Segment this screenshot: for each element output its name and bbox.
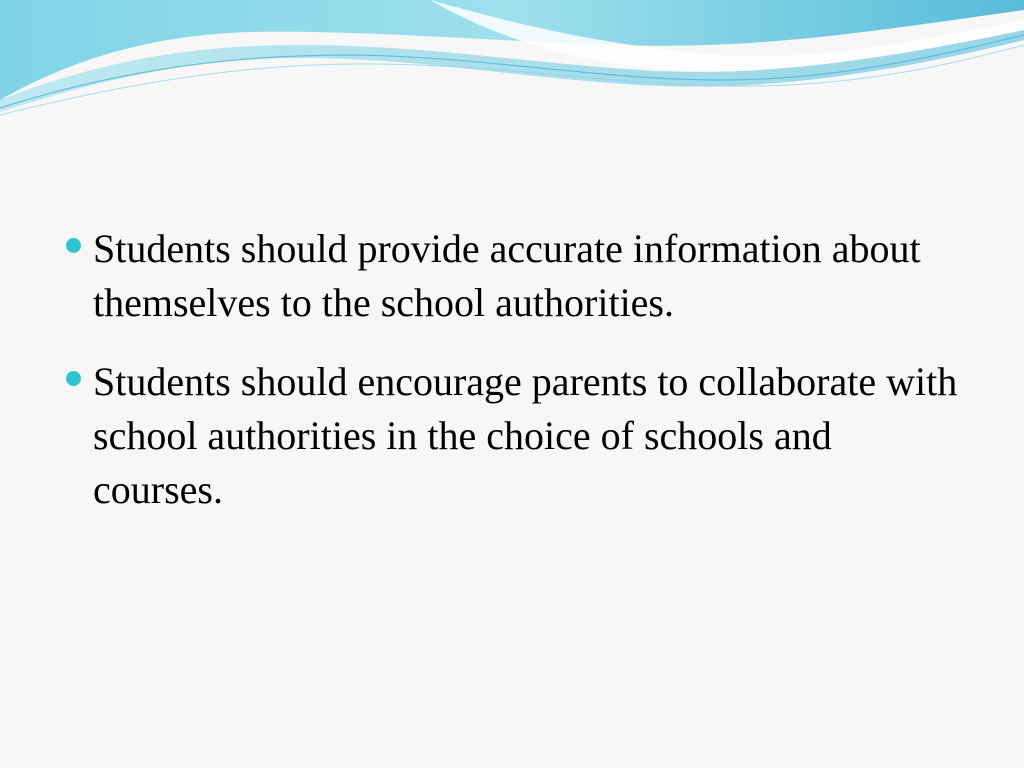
decorative-wave-header bbox=[0, 0, 1024, 130]
bullet-text: Students should encourage parents to collaborate with school authorities in the choice of schools and courses. bbox=[93, 359, 958, 512]
bullet-list bbox=[60, 222, 960, 542]
bullet-item bbox=[60, 355, 960, 517]
bullet-item bbox=[60, 222, 960, 330]
bullet-text: Students should provide accurate information about themselves to the school authorities. bbox=[93, 226, 921, 325]
bullet-dot-icon bbox=[66, 371, 81, 386]
bullet-dot-icon bbox=[66, 238, 81, 253]
